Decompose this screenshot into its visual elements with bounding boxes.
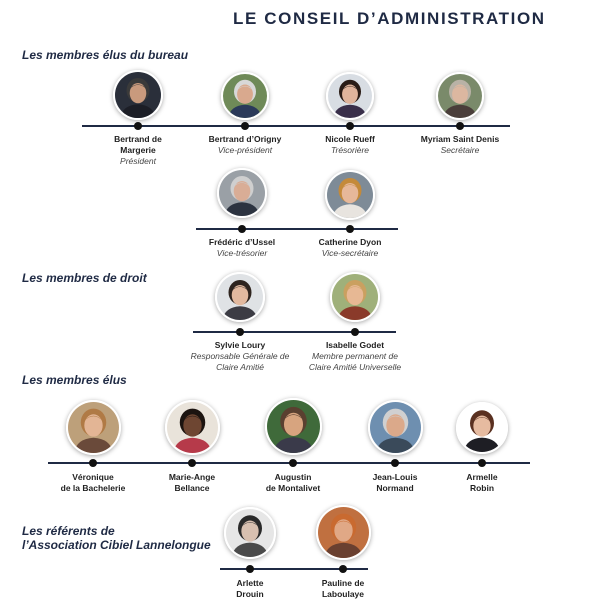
person-name: Bertrand de Margerie bbox=[114, 134, 162, 155]
person-name: Isabelle Godet bbox=[325, 340, 385, 350]
portrait-photo bbox=[368, 400, 423, 455]
portrait-photo bbox=[215, 272, 265, 322]
person-role: Trésorière bbox=[330, 145, 370, 155]
person-name: Pauline de Laboulaye bbox=[321, 578, 365, 599]
person-name: Arlette Drouin bbox=[236, 578, 264, 599]
portrait-photo bbox=[224, 507, 276, 559]
portrait-photo bbox=[165, 400, 220, 455]
timeline-dot bbox=[236, 328, 244, 336]
person-label bbox=[385, 134, 535, 156]
timeline-dot bbox=[241, 122, 249, 130]
person-name: Marie-Ange Bellance bbox=[168, 472, 216, 493]
portrait-photo bbox=[316, 505, 371, 560]
portrait-photo bbox=[456, 402, 508, 454]
portrait-photo bbox=[113, 70, 163, 120]
timeline-dot bbox=[346, 122, 354, 130]
person-label bbox=[268, 578, 418, 600]
timeline-dot bbox=[246, 565, 254, 573]
person-role: Vice-trésorier bbox=[216, 248, 268, 258]
section-title-referents: Les référents de l’Association Cibiel Lannelongue bbox=[22, 524, 211, 552]
timeline-dot bbox=[351, 328, 359, 336]
person-name: Bertrand d’Origny bbox=[208, 134, 282, 144]
timeline-dot bbox=[89, 459, 97, 467]
portrait-photo bbox=[330, 272, 380, 322]
section-title-elus: Les membres élus bbox=[22, 373, 127, 387]
page-title: LE CONSEIL D’ADMINISTRATION bbox=[233, 9, 546, 28]
section-title-droit: Les membres de droit bbox=[22, 271, 147, 285]
person-role: Responsable Générale de Claire Amitié bbox=[190, 351, 290, 372]
person-label bbox=[407, 472, 557, 494]
portrait-photo bbox=[265, 398, 322, 455]
portrait-photo bbox=[217, 168, 267, 218]
portrait-photo bbox=[325, 170, 375, 220]
portrait-photo bbox=[66, 400, 121, 455]
timeline-dot bbox=[391, 459, 399, 467]
person-label bbox=[280, 340, 430, 373]
person-role: Secrétaire bbox=[440, 145, 480, 155]
person-name: Armelle Robin bbox=[466, 472, 498, 493]
person-role: Membre permanent de Claire Amitié Universelle bbox=[308, 351, 402, 372]
timeline-line bbox=[196, 228, 398, 230]
person-role: Vice-président bbox=[217, 145, 273, 155]
section-title-bureau: Les membres élus du bureau bbox=[22, 48, 189, 62]
portrait-photo bbox=[436, 72, 484, 120]
portrait-photo bbox=[221, 72, 269, 120]
person-name: Catherine Dyon bbox=[318, 237, 382, 247]
person-label bbox=[275, 237, 425, 259]
timeline-dot bbox=[456, 122, 464, 130]
person-name: Nicole Rueff bbox=[325, 134, 375, 144]
person-name: Jean-Louis Normand bbox=[372, 472, 418, 493]
timeline-dot bbox=[346, 225, 354, 233]
person-name: Myriam Saint Denis bbox=[420, 134, 500, 144]
timeline-dot bbox=[188, 459, 196, 467]
timeline-line bbox=[82, 125, 510, 127]
person-name: Augustin de Montalivet bbox=[265, 472, 321, 493]
timeline-dot bbox=[134, 122, 142, 130]
timeline-dot bbox=[339, 565, 347, 573]
timeline-dot bbox=[238, 225, 246, 233]
person-name: Véronique de la Bachelerie bbox=[60, 472, 126, 493]
timeline-dot bbox=[478, 459, 486, 467]
person-role: Président bbox=[120, 156, 156, 166]
person-name: Frédéric d’Ussel bbox=[208, 237, 276, 247]
person-role: Vice-secrétaire bbox=[321, 248, 379, 258]
person-name: Sylvie Loury bbox=[214, 340, 266, 350]
timeline-line bbox=[193, 331, 396, 333]
timeline-dot bbox=[289, 459, 297, 467]
portrait-photo bbox=[326, 72, 374, 120]
